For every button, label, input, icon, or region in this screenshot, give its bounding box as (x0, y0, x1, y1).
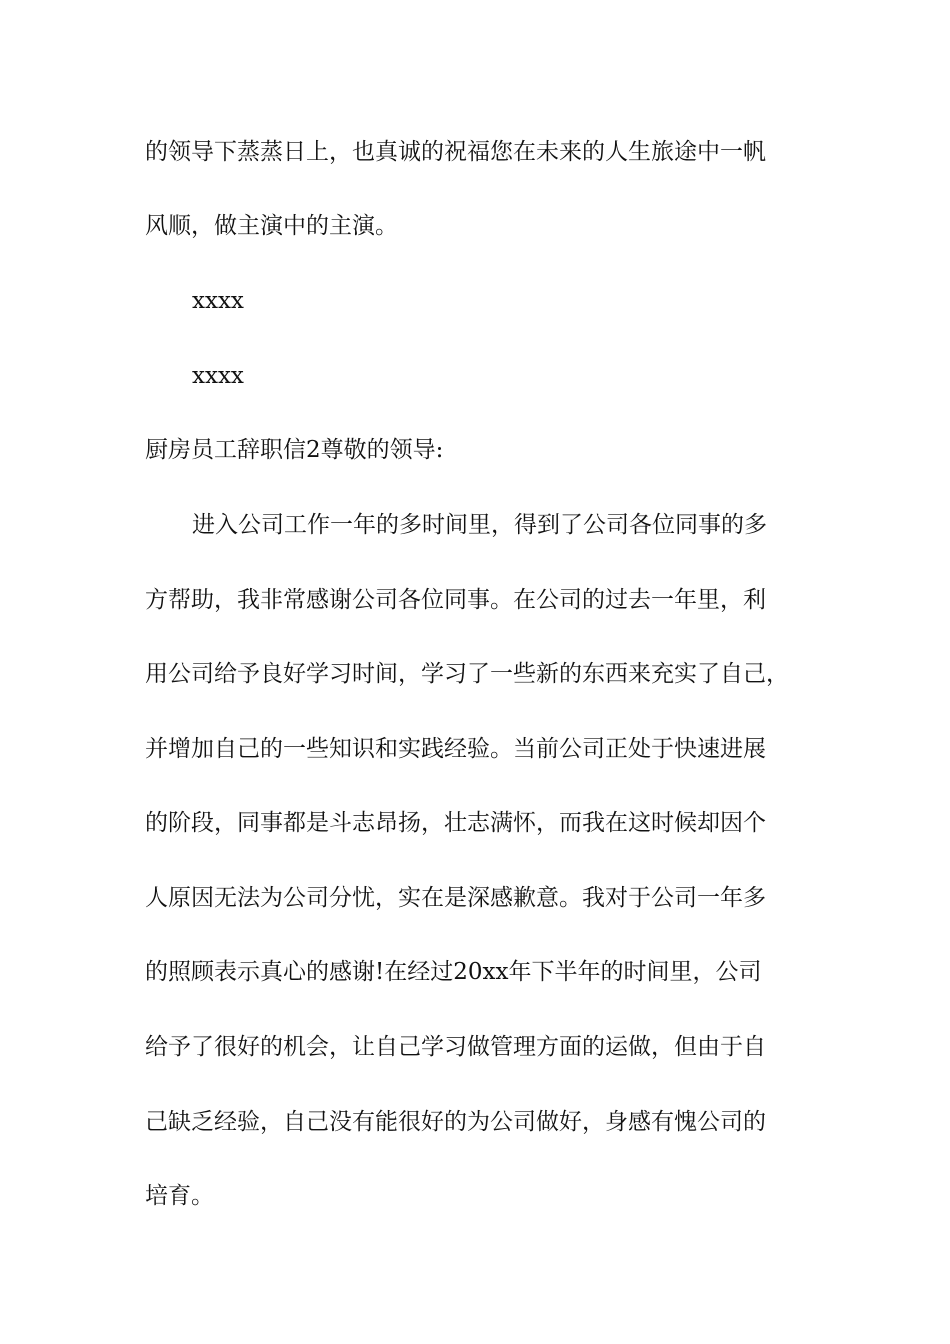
signature-date: xxxx (192, 363, 244, 389)
text-line: 并增加自己的一些知识和实践经验。当前公司正处于快速进展 (145, 736, 766, 762)
signature-name: xxxx (192, 288, 244, 314)
text-line: 用公司给予良好学习时间，学习了一些新的东西来充实了自己， (145, 661, 789, 687)
paragraph-start: 进入公司工作一年的多时间里，得到了公司各位同事的多 (192, 512, 767, 538)
text-line: 给予了很好的机会，让自己学习做管理方面的运做，但由于自 (145, 1034, 766, 1060)
text-line: 人原因无法为公司分忧，实在是深感歉意。我对于公司一年多 (145, 885, 766, 911)
text-line: 方帮助，我非常感谢公司各位同事。在公司的过去一年里，利 (145, 587, 766, 613)
text-line: 培育。 (145, 1183, 214, 1209)
letter-heading: 厨房员工辞职信2尊敬的领导: (145, 437, 444, 463)
text-line: 的阶段，同事都是斗志昂扬，壮志满怀，而我在这时候却因个 (145, 810, 766, 836)
text-line: 的照顾表示真心的感谢!在经过20xx年下半年的时间里，公司 (145, 959, 762, 985)
text-line: 风顺，做主演中的主演。 (145, 213, 398, 239)
text-line: 己缺乏经验，自己没有能很好的为公司做好，身感有愧公司的 (145, 1109, 766, 1135)
text-line: 的领导下蒸蒸日上，也真诚的祝福您在未来的人生旅途中一帆 (145, 139, 766, 165)
